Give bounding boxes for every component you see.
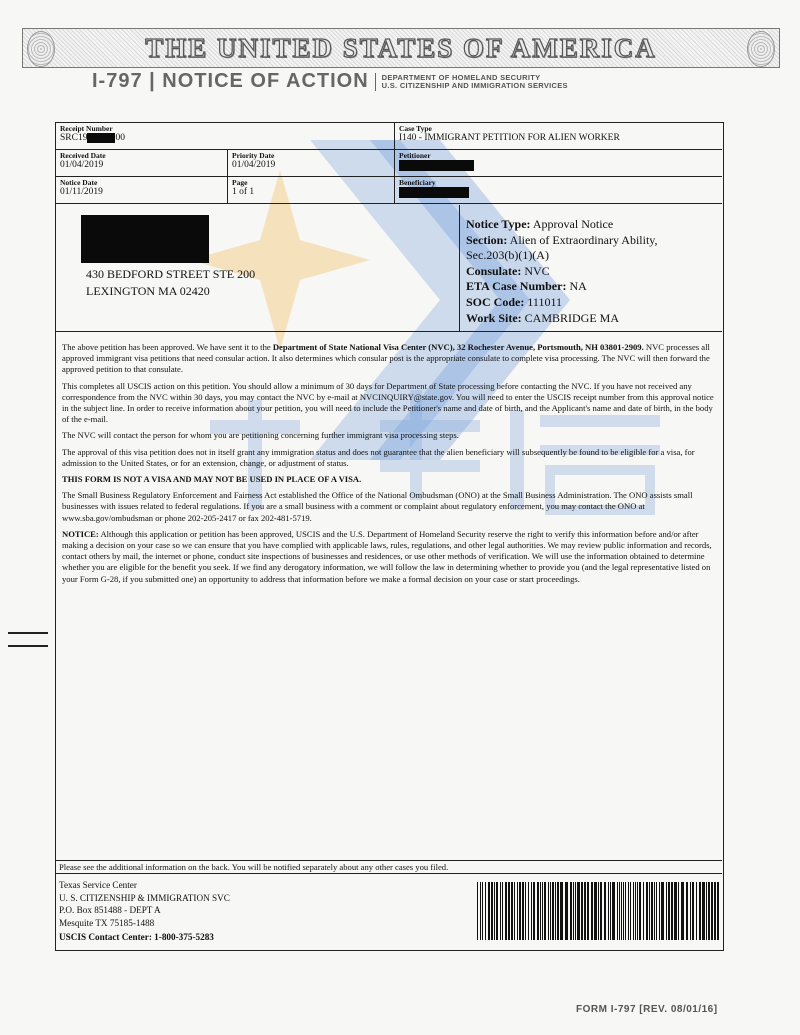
barcode-bar	[639, 882, 641, 940]
barcode-bar	[668, 882, 670, 940]
barcode-bar	[708, 882, 710, 940]
paragraph-approval: The above petition has been approved. We have sent it to the Department of State National Visa Center (NVC), 32 Rochester Avenue, Portsmouth, NH 03801-2909. NVC processes all approved immigrant visa petitions that need consular action. It also determines which consular post is the appropriate consulate to complete visa processing. The NVC will then forward the approved petition to that consulate.	[62, 342, 710, 375]
priority-date-cell	[228, 150, 395, 177]
service-center-line-4: Mesquite TX 75185-1488	[59, 917, 155, 928]
barcode-bar	[610, 882, 611, 940]
received-date-label: Received Date	[60, 151, 106, 160]
case-type-label: Case Type	[399, 124, 432, 133]
address-line-1: 430 BEDFORD STREET STE 200	[86, 267, 256, 281]
barcode-bar	[494, 882, 495, 940]
barcode-bar	[550, 882, 551, 940]
barcode-bar	[519, 882, 521, 940]
barcode-bar	[681, 882, 684, 940]
banner-title: THE UNITED STATES OF AMERICA	[145, 32, 657, 63]
barcode-bar	[651, 882, 653, 940]
received-date-cell	[56, 150, 228, 177]
barcode-bar	[686, 882, 688, 940]
barcode-bar	[612, 882, 615, 940]
barcode-bar	[654, 882, 655, 940]
barcode-bar	[557, 882, 559, 940]
paragraph-not-a-visa: THIS FORM IS NOT A VISA AND MAY NOT BE USED IN PLACE OF A VISA.	[62, 474, 362, 485]
barcode-bar	[555, 882, 556, 940]
beneficiary-label: Beneficiary	[399, 178, 436, 187]
service-center-address	[59, 879, 230, 944]
barcode-bar	[581, 882, 583, 940]
barcode-bar	[575, 882, 576, 940]
barcode-bar	[531, 882, 532, 940]
petitioner-cell	[395, 150, 722, 177]
soc-code: SOC Code: 111011	[466, 294, 563, 309]
barcode-bar	[674, 882, 677, 940]
page-label: Page	[232, 178, 248, 187]
barcode-bar	[573, 882, 574, 940]
mailing-address	[86, 266, 255, 300]
barcode-bar	[594, 882, 597, 940]
barcode-bar	[623, 882, 624, 940]
barcode-bar	[488, 882, 490, 940]
barcode-bar	[604, 882, 606, 940]
barcode-bar	[643, 882, 644, 940]
received-date-value: 01/04/2019	[60, 160, 104, 170]
address-divider	[56, 331, 722, 332]
additional-info-note: Please see the additional information on the back. You will be notified separately about any other cases you filed.	[56, 860, 722, 874]
barcode-bar	[482, 882, 483, 940]
receipt-number-cell	[56, 123, 395, 150]
barcode-bar	[552, 882, 554, 940]
form-header	[92, 70, 568, 93]
page-value: 1 of 1	[232, 187, 255, 197]
barcode-bar	[717, 882, 719, 940]
barcode-bar	[477, 882, 478, 940]
barcode-bar	[517, 882, 518, 940]
barcode-bar	[637, 882, 638, 940]
notice-date-value: 01/11/2019	[60, 187, 103, 197]
beneficiary-redaction	[399, 187, 469, 198]
barcode-bar	[508, 882, 510, 940]
barcode-bar	[522, 882, 524, 940]
barcode-bar	[625, 882, 626, 940]
paragraph-no-status: The approval of this visa petition does not in itself grant any immigration status and does not guarantee that the alien beneficiary will subsequently be found to be eligible for a visa, for admission to the United States, or for an extension, change, or adjustment of status.	[62, 446, 695, 468]
barcode-bar	[505, 882, 507, 940]
barcode-bar	[706, 882, 707, 940]
notice-body	[62, 342, 718, 590]
barcode-bar	[598, 882, 599, 940]
form-title: I-797 | NOTICE OF ACTION	[92, 70, 369, 92]
case-type-cell	[395, 123, 722, 150]
barcode-bar	[711, 882, 713, 940]
agency-name	[382, 74, 568, 90]
barcode-bar	[659, 882, 660, 940]
barcode-bar	[500, 882, 501, 940]
barcode-bar	[699, 882, 701, 940]
barcode-bar	[617, 882, 618, 940]
seal-banner	[22, 28, 780, 68]
petitioner-redaction	[399, 160, 474, 171]
barcode-bar	[630, 882, 631, 940]
petitioner-label: Petitioner	[399, 151, 431, 160]
receipt-number-label: Receipt Number	[60, 124, 113, 133]
notice-form	[55, 122, 724, 951]
recipient-name-redaction	[81, 215, 209, 263]
barcode-bar	[565, 882, 568, 940]
barcode-bar	[702, 882, 705, 940]
barcode-bar	[540, 882, 541, 940]
paragraph-nvc-contact: The NVC will contact the person for whom you are petitioning concerning further immigrant visa processing steps.	[62, 430, 459, 441]
barcode-bar	[533, 882, 535, 940]
notice-date-cell	[56, 177, 228, 204]
receipt-redaction	[87, 133, 115, 143]
barcode-bar	[496, 882, 498, 940]
barcode-bar	[480, 882, 481, 940]
banner-ornament-right	[747, 31, 775, 67]
barcode-bar	[570, 882, 572, 940]
barcode-bar	[635, 882, 636, 940]
consulate: Consulate: NVC	[466, 263, 550, 278]
section: Section: Alien of Extraordinary Ability,	[466, 232, 658, 247]
barcode-bar	[584, 882, 586, 940]
barcode-bar	[692, 882, 694, 940]
barcode-bar	[542, 882, 543, 940]
eta-case-number: ETA Case Number: NA	[466, 279, 587, 294]
barcode-bar	[656, 882, 657, 940]
barcode-bar	[514, 882, 515, 940]
form-revision: FORM I-797 [REV. 08/01/16]	[576, 1004, 718, 1015]
margin-mark-top	[8, 632, 48, 634]
notice-type: Notice Type: Approval Notice	[466, 217, 614, 231]
barcode-bar	[548, 882, 549, 940]
paragraph-notice: NOTICE: Although this application or petition has been approved, USCIS and the U.S. Department of Homeland Security reserve the right to verify this information before and/or after making a decision on your case so we can ensure that you have complied with applicable laws, rules, regulations, and other legal authorities. We may review public information and records, contact others by mail, the internet or phone, conduct site inspections of businesses and residences, or use other methods of verification. We will use the information obtained to determine whether you are eligible for the benefit you seek. If we find any derogatory information, we will follow the law in determining whether to provide you (and the legal representative listed on your Form G-28, if you submitted one) an opportunity to address that information before we make a formal decision on your case or start proceedings.	[62, 528, 712, 584]
barcode-bar	[690, 882, 691, 940]
case-type-value: I140 - IMMIGRANT PETITION FOR ALIEN WORKER	[399, 133, 620, 143]
service-center-line-3: P.O. Box 851488 - DEPT A	[59, 905, 161, 916]
notice-details	[459, 205, 721, 331]
priority-date-label: Priority Date	[232, 151, 275, 160]
barcode-bar	[600, 882, 602, 940]
barcode-bar	[621, 882, 622, 940]
barcode-bar	[649, 882, 650, 940]
barcode-bar	[619, 882, 620, 940]
barcode-bar	[591, 882, 593, 940]
barcode-bar	[714, 882, 716, 940]
barcode-bar	[633, 882, 634, 940]
paragraph-uscis-action: This completes all USCIS action on this petition. You should allow a minimum of 30 days for Department of State processing before contacting the NVC. If you have not received any correspondence from the NVC within 30 days, you may contact the NVC by e-mail at NVCINQUIRY@state.gov. You will need to enter the USCIS receipt number from this approval notice in the subject line. In order to receive information about your petition, you will need to include the Petitioner's name and date of birth, and the Applicant's name and date of birth, in the body of the e-mail.	[62, 380, 714, 425]
barcode-bar	[577, 882, 580, 940]
barcode-bar	[646, 882, 648, 940]
barcode-bar	[661, 882, 664, 940]
agency-line-2: U.S. CITIZENSHIP AND IMMIGRATION SERVICES	[381, 80, 568, 90]
service-center-line-1: Texas Service Center	[59, 880, 137, 890]
barcode-bar	[502, 882, 503, 940]
barcode	[477, 882, 720, 940]
barcode-bar	[666, 882, 667, 940]
barcode-bar	[587, 882, 589, 940]
page-cell	[228, 177, 395, 204]
barcode-bar	[511, 882, 513, 940]
section-line-2: Sec.203(b)(1)(A)	[466, 248, 549, 263]
barcode-bar	[608, 882, 609, 940]
barcode-bar	[528, 882, 529, 940]
paragraph-ombudsman: The Small Business Regulatory Enforcement and Fairness Act established the Office of the National Ombudsman (ONO) at the Small Business Administration. The ONO assists small businesses with issues related to federal regulations. If you are a small business with a comment or complaint about regulatory enforcement, you may contact the ONO at www.sba.gov/ombudsman or phone 202-205-2417 or fax 202-481-5719.	[62, 490, 693, 523]
barcode-bar	[491, 882, 493, 940]
beneficiary-cell	[395, 177, 722, 204]
barcode-bar	[671, 882, 673, 940]
barcode-bar	[537, 882, 539, 940]
barcode-bar	[485, 882, 486, 940]
notice-date-label: Notice Date	[60, 178, 98, 187]
margin-mark-bottom	[8, 645, 48, 647]
barcode-bar	[560, 882, 563, 940]
barcode-bar	[678, 882, 679, 940]
work-site: Work Site: CAMBRIDGE MA	[466, 310, 620, 325]
barcode-bar	[525, 882, 526, 940]
barcode-bar	[696, 882, 697, 940]
banner-ornament-left	[27, 31, 55, 67]
contact-center: USCIS Contact Center: 1-800-375-5283	[59, 932, 214, 943]
barcode-bar	[628, 882, 629, 940]
header-divider	[375, 73, 376, 91]
receipt-number-value: SRC19 00	[60, 133, 125, 144]
address-line-2: LEXINGTON MA 02420	[86, 284, 210, 298]
priority-date-value: 01/04/2019	[232, 160, 276, 170]
agency-line-1: DEPARTMENT OF HOMELAND SECURITY	[381, 72, 541, 82]
barcode-bar	[544, 882, 546, 940]
service-center-line-2: U. S. CITIZENSHIP & IMMIGRATION SVC	[59, 892, 230, 903]
